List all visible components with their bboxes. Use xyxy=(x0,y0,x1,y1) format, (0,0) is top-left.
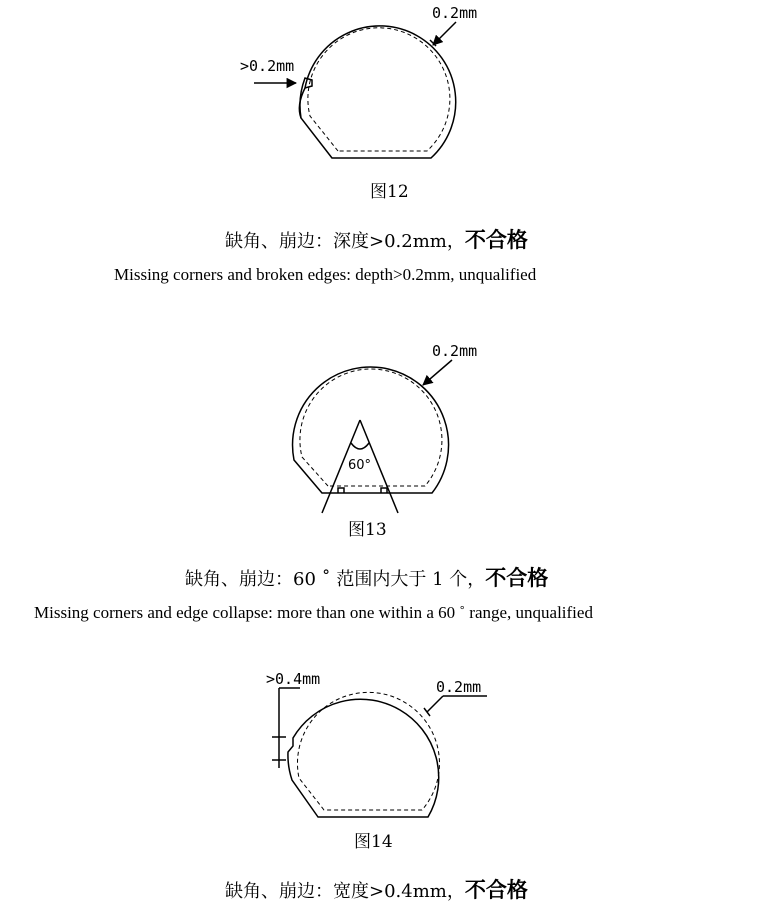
figure-12-caption: 图12 xyxy=(370,182,409,202)
fig13-angle-label: 60° xyxy=(348,458,372,473)
fig14-inner-dashed xyxy=(297,692,439,810)
fig12-label-left: >0.2mm xyxy=(240,57,295,75)
fig14-label-left: >0.4mm xyxy=(266,670,321,688)
figure-12-diagram xyxy=(254,22,456,158)
line-13-zh-text: 缺角、崩边：60 ˚ 范围内大于 1 个， xyxy=(185,569,486,590)
fig12-outline-chamfer xyxy=(299,88,305,118)
fig12-outline xyxy=(300,26,456,158)
line-12-zh-verdict: 不合格 xyxy=(464,228,528,252)
fig13-angle-arc xyxy=(351,443,369,449)
line-13-en: Missing corners and edge collapse: more than one within a 60 ˚ range, unqualified xyxy=(34,603,593,622)
fig12-right-leader xyxy=(433,22,456,45)
line-13-zh-verdict: 不合格 xyxy=(485,566,549,590)
line-14-zh xyxy=(225,874,528,904)
line-12-zh-text: 缺角、崩边：深度>0.2mm， xyxy=(225,231,465,252)
line-12-en: Missing corners and broken edges: depth>0.2mm, unqualified xyxy=(114,265,537,284)
fig13-label-right: 0.2mm xyxy=(432,342,478,360)
fig12-label-right: 0.2mm xyxy=(432,4,478,22)
fig13-right-leader xyxy=(423,360,452,385)
line-14-zh-verdict: 不合格 xyxy=(464,878,528,902)
fig12-inner-dashed xyxy=(308,28,450,151)
figure-13-diagram xyxy=(293,360,452,513)
fig14-outline xyxy=(288,699,439,817)
figure-14-diagram xyxy=(272,688,487,817)
fig13-outline xyxy=(293,367,449,493)
line-14-zh-text: 缺角、崩边：宽度>0.4mm， xyxy=(225,881,465,902)
line-12-zh xyxy=(225,224,528,254)
figure-14-caption: 图14 xyxy=(354,832,393,852)
line-13-zh xyxy=(185,562,548,592)
fig14-right-leader-diag xyxy=(427,696,443,712)
fig14-width-bracket xyxy=(272,730,286,768)
fig14-label-right: 0.2mm xyxy=(436,678,482,696)
figure-13-caption: 图13 xyxy=(348,520,387,540)
